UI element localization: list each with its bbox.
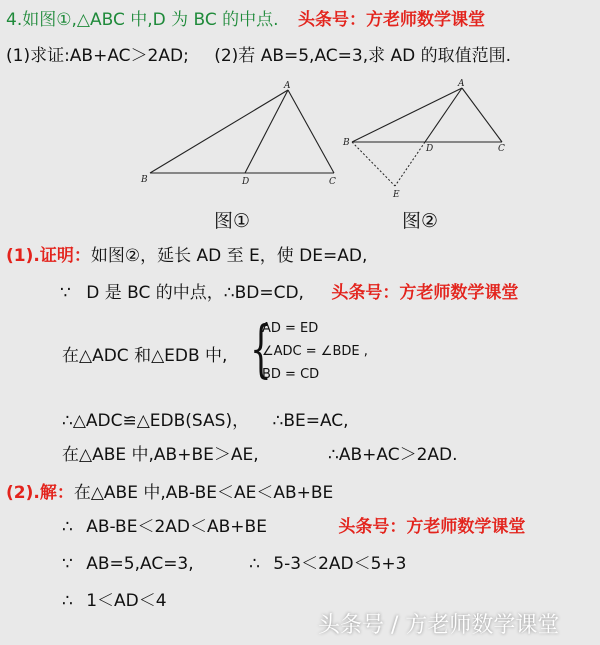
therefore-symbol: ∴	[249, 554, 260, 574]
congruence-system	[262, 317, 368, 386]
solution2-text: AB-BE＜2AD＜AB+BE	[86, 517, 267, 537]
problem-line	[6, 8, 485, 32]
solution2-text: AB=5,AC=3,	[86, 554, 194, 574]
solution1-text: 如图②，延长 AD 至 E，使 DE=AD,	[90, 246, 368, 266]
watermark-text: 头条号：方老师数学课堂	[297, 10, 485, 30]
fig2-label-b: B	[343, 138, 350, 148]
solution1-text: D 是 BC 的中点，∴BD=CD,	[86, 283, 304, 303]
solution1-text: ∴△ADC≌△EDB(SAS)，	[62, 411, 250, 431]
solution2-label: (2).解：	[6, 483, 74, 503]
because-symbol: ∵	[60, 283, 71, 303]
condition-2: ∠ADC = ∠BDE ,	[262, 344, 368, 359]
fig2-label-c: C	[498, 144, 505, 154]
solution2-text: 在△ABE 中,AB-BE＜AE＜AB+BE	[73, 483, 334, 503]
fig2-label-a: A	[458, 79, 465, 89]
fig1-label-a: A	[284, 81, 291, 91]
fig1-label-b: B	[141, 175, 148, 185]
figure-2	[352, 88, 502, 142]
solution2-line3	[62, 552, 406, 576]
solution1-line2	[60, 281, 518, 305]
fig1-label-d: D	[242, 177, 250, 187]
figure-1-caption: 图①	[214, 210, 251, 232]
watermark-text: 头条号：方老师数学课堂	[338, 517, 526, 537]
watermark-text: 头条号：方老师数学课堂	[331, 283, 519, 303]
question-1: (1)求证:AB+AC＞2AD;	[6, 46, 189, 66]
figure-2-caption: 图②	[402, 210, 439, 232]
because-symbol: ∵	[62, 554, 73, 574]
solution1-line5	[62, 443, 458, 467]
brace-symbol: {	[250, 312, 272, 385]
problem-statement: 如图①,△ABC 中,D 为 BC 的中点.	[22, 10, 279, 30]
question-2: (2)若 AB=5,AC=3,求 AD 的取值范围.	[214, 46, 512, 66]
figure-1	[150, 90, 334, 173]
fig2-label-e: E	[393, 190, 400, 200]
solution2-line2	[62, 515, 525, 539]
footer-watermark: 头条号 / 方老师数学课堂	[318, 613, 560, 638]
solution2-text: 1＜AD＜4	[86, 591, 167, 611]
problem-questions	[6, 44, 511, 68]
solution1-text: ∴AB+AC＞2AD.	[328, 445, 458, 465]
solution1-line4	[62, 409, 349, 433]
condition-3: BD = CD	[262, 367, 320, 382]
therefore-symbol: ∴	[62, 591, 73, 611]
problem-number: 4.	[6, 10, 23, 30]
solution2-line4	[62, 589, 167, 613]
condition-1: AD = ED	[262, 321, 319, 336]
solution2-text: 5-3＜2AD＜5+3	[273, 554, 407, 574]
solution1-line3: 在△ADC 和△EDB 中,	[62, 346, 228, 366]
therefore-symbol: ∴	[62, 517, 73, 537]
solution1-line1	[6, 244, 367, 268]
solution1-label: (1).证明：	[6, 246, 91, 266]
solution1-text: 在△ABE 中,AB+BE＞AE,	[62, 445, 259, 465]
fig2-label-d: D	[426, 144, 434, 154]
figure-area	[0, 78, 600, 228]
solution2-line1	[6, 481, 333, 505]
solution1-text: ∴BE=AC,	[272, 411, 349, 431]
figure-2-dashed	[352, 142, 425, 186]
fig1-label-c: C	[329, 177, 336, 187]
